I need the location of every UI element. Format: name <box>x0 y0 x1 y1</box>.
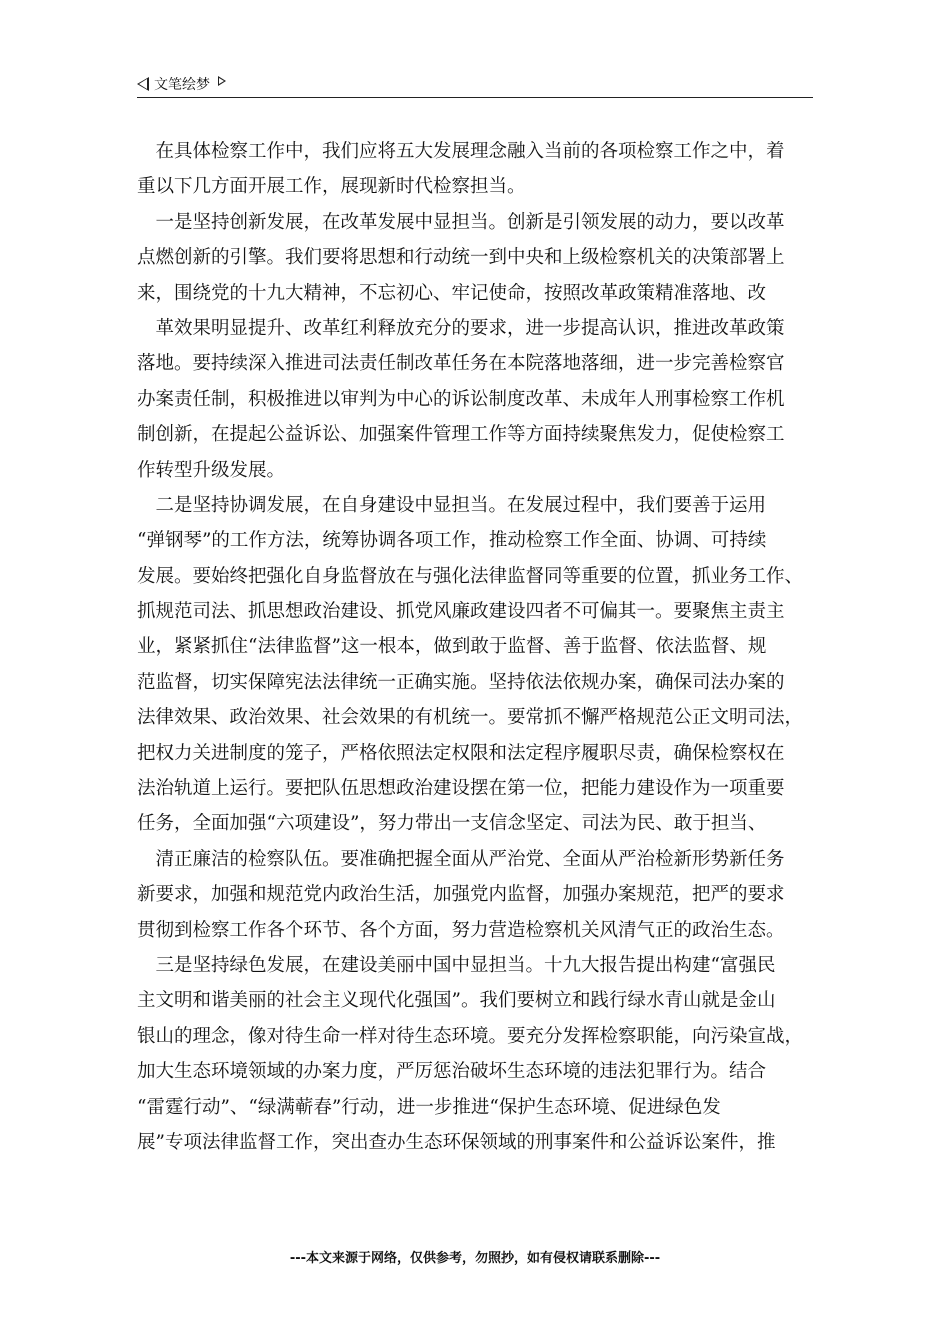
page-header <box>137 72 813 98</box>
text-line: 法治轨道上运行。要把队伍思想政治建设摆在第一位，把能力建设作为一项重要 <box>137 778 785 800</box>
footer-notice: ---本文来源于网络，仅供参考，勿照抄，如有侵权请联系删除--- <box>289 1251 661 1266</box>
text-line: 办案责任制，积极推进以审判为中心的诉讼制度改革、未成年人刑事检察工作机 <box>137 388 785 410</box>
text-line: 二是坚持协调发展，在自身建设中显担当。在发展过程中，我们要善于运用 <box>137 494 767 516</box>
right-triangle-icon <box>218 76 226 86</box>
text-line: “雷霆行动”、“绿满蕲春”行动，进一步推进“保护生态环境、促进绿色发 <box>137 1096 721 1118</box>
text-line: 新要求，加强和规范党内政治生活，加强党内监督，加强办案规范，把严的要求 <box>137 884 785 906</box>
text-line: 在具体检察工作中，我们应将五大发展理念融入当前的各项检察工作之中，着 <box>137 141 785 162</box>
text-line: 来，围绕党的十九大精神，不忘初心、牢记使命，按照改革政策精准落地、改 <box>137 282 767 304</box>
text-line: 贯彻到检察工作各个环节、各个方面，努力营造检察机关风清气正的政治生态。 <box>137 919 785 941</box>
document-body <box>137 134 813 1160</box>
text-line: 业，紧紧抓住“法律监督”这一根本，做到敢于监督、善于监督、依法监督、规 <box>137 636 767 658</box>
text-line: 清正廉洁的检察队伍。要准确把握全面从严治党、全面从严治检新形势新任务 <box>137 848 785 870</box>
text-line: 展”专项法律监督工作，突出查办生态环保领域的刑事案件和公益诉讼案件，推 <box>137 1131 776 1153</box>
text-line: 革效果明显提升、改革红利释放充分的要求，进一步提高认识，推进改革政策 <box>137 317 785 339</box>
text-line: 加大生态环境领域的办案力度，严厉惩治破坏生态环境的违法犯罪行为。结合 <box>137 1061 767 1083</box>
text-line: 三是坚持绿色发展，在建设美丽中国中显担当。十九大报告提出构建“富强民 <box>137 954 776 976</box>
brand-label: 文笔绘梦 <box>154 77 210 93</box>
text-line: 落地。要持续深入推进司法责任制改革任务在本院落地落细，进一步完善检察官 <box>137 353 785 375</box>
text-line: 抓规范司法、抓思想政治建设、抓党风廉政建设四者不可偏其一。要聚焦主责主 <box>137 601 785 623</box>
text-line: 重以下几方面开展工作，展现新时代检察担当。 <box>137 176 526 198</box>
text-line: 银山的理念，像对待生命一样对待生态环境。要充分发挥检察职能，向污染宣战， <box>137 1025 804 1047</box>
text-line: 一是坚持创新发展，在改革发展中显担当。创新是引领发展的动力，要以改革 <box>137 211 785 233</box>
text-line: “弹钢琴”的工作方法，统筹协调各项工作，推动检察工作全面、协调、可持续 <box>137 530 767 552</box>
brand <box>137 74 226 94</box>
text-line: 作转型升级发展。 <box>137 459 286 481</box>
left-triangle-icon <box>137 77 149 91</box>
text-line: 法律效果、政治效果、社会效果的有机统一。要常抓不懈严格规范公正文明司法， <box>137 707 804 729</box>
text-line: 制创新，在提起公益诉讼、加强案件管理工作等方面持续聚焦发力，促使检察工 <box>137 424 785 446</box>
text-line: 范监督，切实保障宪法法律统一正确实施。坚持依法依规办案，确保司法办案的 <box>137 671 785 693</box>
text-line: 任务，全面加强“六项建设”，努力带出一支信念坚定、司法为民、敢于担当、 <box>137 813 767 835</box>
text-line: 点燃创新的引擎。我们要将思想和行动统一到中央和上级检察机关的决策部署上 <box>137 247 785 269</box>
text-line: 主文明和谐美丽的社会主义现代化强国”。我们要树立和践行绿水青山就是金山 <box>137 990 776 1012</box>
text-line: 发展。要始终把强化自身监督放在与强化法律监督同等重要的位置，抓业务工作、 <box>137 565 804 587</box>
text-line: 把权力关进制度的笼子，严格依照法定权限和法定程序履职尽责，确保检察权在 <box>137 742 785 764</box>
